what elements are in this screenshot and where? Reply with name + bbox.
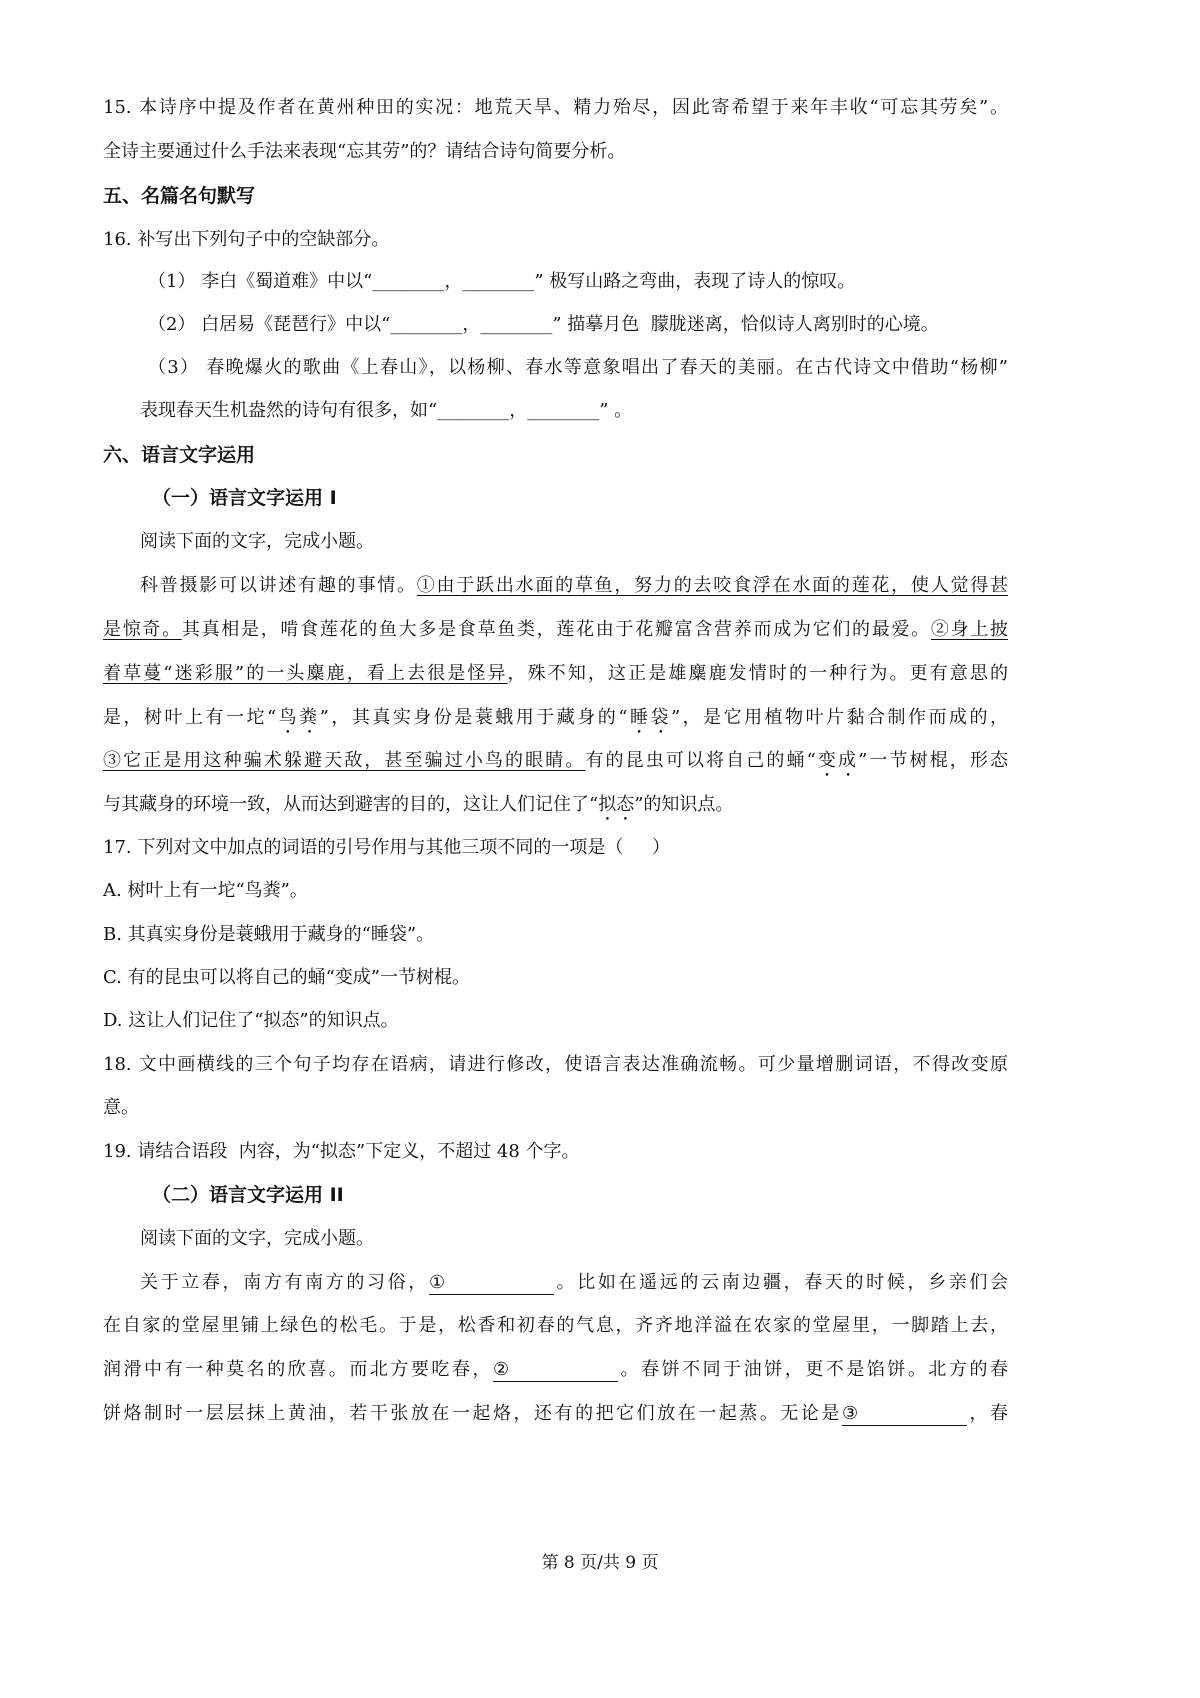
text-line — [103, 834, 1008, 862]
text-segment: （3） 春晚爆火的歌曲《上春山》，以杨柳、春水等意象唱出了春天的美丽。在古代诗文中借助“杨柳” — [148, 357, 1008, 378]
text-line — [148, 268, 1008, 296]
text-line — [140, 528, 1008, 556]
text-segment: B. 其真实身份是蓑蛾用于藏身的“睡袋”。 — [103, 924, 435, 945]
text-segment: 是，树叶上有一坨“ — [103, 707, 277, 728]
text-line — [103, 791, 1008, 819]
text-line — [103, 226, 1008, 254]
subsection-heading — [152, 484, 1057, 512]
text-line — [103, 704, 1008, 732]
text-segment: （二）语言文字运用 II — [152, 1184, 344, 1206]
text-segment: 15. 本诗序中提及作者在黄州种田的实况：地荒天旱、精力殆尽，因此寄希望于来年丰收“可忘其劳矣”。 — [103, 97, 1008, 118]
emphasized-word: 变成 — [815, 750, 859, 771]
section-heading — [103, 441, 1008, 469]
text-segment: ”的知识点。 — [634, 794, 734, 815]
text-segment: 19. 请结合语段 内容，为“拟态”下定义，不超过 48 个字。 — [103, 1141, 580, 1162]
text-segment: （一）语言文字运用 I — [152, 487, 337, 509]
fill-blank: ③ — [842, 1403, 967, 1426]
text-line — [103, 1312, 1008, 1340]
text-segment: 阅读下面的文字，完成小题。 — [140, 531, 374, 552]
text-segment: 。比如在遥远的云南边疆，春天的时候，乡亲们会 — [553, 1272, 1009, 1293]
text-line — [103, 921, 1008, 949]
text-segment: 18. 文中画横线的三个句子均存在语病，请进行修改，使语言表达准确流畅。可少量增删词语，不得改变原 — [103, 1054, 1008, 1075]
text-segment: A. 树叶上有一坨“鸟粪”。 — [103, 880, 308, 901]
text-segment: ”，是它用植物叶片黏合制作而成的， — [670, 707, 1009, 728]
text-line — [103, 660, 1008, 688]
text-line — [140, 572, 1008, 600]
text-line — [103, 1400, 1008, 1428]
underlined-sentence: 着草蔓“迷彩服”的一头麋鹿，看上去很是怪异 — [103, 663, 508, 684]
text-line — [140, 397, 1000, 425]
text-segment: 润滑中有一种莫名的欣喜。而北方要吃春， — [103, 1359, 493, 1380]
text-segment: 意。 — [103, 1097, 139, 1118]
text-segment: 全诗主要通过什么手法来表现“忘其劳”的？请结合诗句简要分析。 — [103, 141, 626, 162]
emphasized-word: 拟态 — [598, 794, 635, 815]
text-line — [103, 747, 1008, 775]
text-segment: 科普摄影可以讲述有趣的事情。 — [140, 575, 417, 596]
text-line — [148, 311, 1008, 339]
text-line — [103, 138, 1008, 166]
text-segment: ，春 — [966, 1403, 1009, 1424]
fill-blank: ② — [493, 1359, 618, 1382]
text-segment: 17. 下列对文中加点的词语的引号作用与其他三项不同的一项是（ ） — [103, 837, 670, 858]
section-heading — [103, 182, 1008, 210]
text-line — [103, 877, 1008, 905]
text-segment: 阅读下面的文字，完成小题。 — [140, 1228, 374, 1249]
text-line — [103, 1007, 1008, 1035]
underlined-sentence: ②身上披 — [930, 619, 1009, 640]
underlined-sentence: ③它正是用这种骗术躲避天敌，甚至骗过小鸟的眼睛。 — [103, 750, 586, 771]
text-segment: 表现春天生机盎然的诗句有很多，如“________，________” 。 — [140, 400, 633, 421]
text-line — [103, 1356, 1008, 1384]
text-line — [103, 94, 1008, 122]
fill-blank: ① — [429, 1272, 554, 1295]
text-segment: ”，其真实身份是蓑蛾用于藏身的“ — [319, 707, 628, 728]
page-number: 第 8 页/共 9 页 — [541, 1553, 659, 1573]
text-segment: （1） 李白《蜀道难》中以“________，________” 极写山路之弯曲，表现了诗人的惊叹。 — [148, 271, 856, 292]
text-segment: ”一节树棍，形态 — [858, 750, 1009, 771]
text-segment: （2） 白居易《琵琶行》中以“________，________” 描摹月色 朦胧迷离，恰似诗人离别时的心境。 — [148, 314, 939, 335]
text-line — [103, 616, 1008, 644]
text-line — [103, 1138, 1008, 1166]
text-segment: C. 有的昆虫可以将自己的蛹“变成”一节树棍。 — [103, 967, 470, 988]
underlined-sentence: 是惊奇。 — [103, 619, 182, 640]
text-segment: 在自家的堂屋里铺上绿色的松毛。于是，松香和初春的气息，齐齐地洋溢在农家的堂屋里，一脚踏上去， — [103, 1315, 1008, 1336]
underlined-sentence: ①由于跃出水面的草鱼，努力的去咬食浮在水面的莲花，使人觉得甚 — [416, 575, 1009, 596]
text-line — [140, 1225, 1008, 1253]
text-segment: 六、语言文字运用 — [103, 444, 256, 466]
text-segment: 。春饼不同于油饼，更不是馅饼。北方的春 — [618, 1359, 1008, 1380]
emphasized-word: 鸟粪 — [276, 707, 320, 728]
text-line — [148, 354, 1008, 382]
text-segment: D. 这让人们记住了“拟态”的知识点。 — [103, 1010, 399, 1031]
text-segment: 关于立春，南方有南方的习俗， — [140, 1272, 429, 1293]
text-segment: 饼烙制时一层层抹上黄油，若干张放在一起烙，还有的把它们放在一起蒸。无论是 — [103, 1403, 842, 1424]
text-segment: 五、名篇名句默写 — [103, 185, 256, 207]
text-line — [103, 1051, 1008, 1079]
emphasized-word: 睡袋 — [627, 707, 671, 728]
subsection-heading — [152, 1181, 1057, 1209]
text-line — [103, 1094, 1008, 1122]
text-line — [103, 964, 1008, 992]
text-line — [140, 1269, 1008, 1297]
text-segment: ，殊不知，这正是雄麋鹿发情时的一种行为。更有意思的 — [507, 663, 1008, 684]
text-segment: 与其藏身的环境一致，从而达到避害的目的，这让人们记住了“ — [103, 794, 599, 815]
text-segment: 其真相是，啃食莲花的鱼大多是食草鱼类，莲花由于花瓣富含营养而成为它们的最爱。 — [181, 619, 931, 640]
text-segment: 有的昆虫可以将自己的蛹“ — [585, 750, 816, 771]
text-segment: 16. 补写出下列句子中的空缺部分。 — [103, 229, 390, 250]
